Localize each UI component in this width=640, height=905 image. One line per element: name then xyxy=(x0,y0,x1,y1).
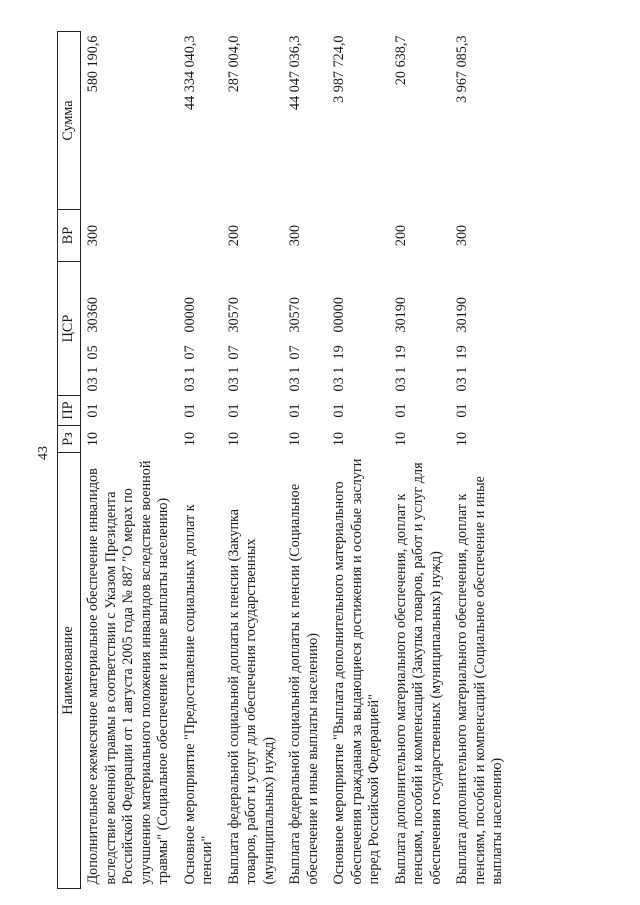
row-csr xyxy=(81,262,178,396)
table-row xyxy=(222,32,284,889)
table-row xyxy=(178,32,222,889)
row-csr xyxy=(450,262,512,396)
table-row xyxy=(450,32,512,889)
row-name: Выплата дополнительного материального обеспечения, доплат к пенсиям, пособий и компенсаций (Закупка товаров, работ и услуг для обеспечения государственных (муниципальных) нужд) xyxy=(392,462,444,885)
table-row xyxy=(389,32,451,889)
csr-part-3: 30190 xyxy=(454,297,470,333)
row-sum: 3 967 085,3 xyxy=(454,35,470,103)
row-pr: 01 xyxy=(225,403,242,418)
csr-part-3: 30360 xyxy=(85,297,101,333)
row-rz: 10 xyxy=(225,431,242,447)
header-name: Наименование xyxy=(58,453,81,889)
row-rz: 10 xyxy=(85,431,101,447)
row-name: Дополнительное ежемесячное материальное обеспечение инвалидов вследствие военной травмы в соответствии с Указом Президента Российской Федерации от 1 августа 2005 года № 887 "О мерах по улучшению материального положения инвалидов вследствие военной травмы" (Социальное обеспечение и иные выплаты населению) xyxy=(85,460,171,885)
row-rz: 10 xyxy=(287,431,303,447)
csr-part-3: 00000 xyxy=(331,297,347,333)
csr-part-2: 07 xyxy=(287,345,303,360)
page-number: 43 xyxy=(36,446,51,460)
header-sum: Сумма xyxy=(58,32,81,210)
csr-part-3: 30190 xyxy=(392,297,409,333)
row-pr: 01 xyxy=(331,403,347,418)
row-vr: 200 xyxy=(392,224,409,247)
csr-part-2: 05 xyxy=(85,345,101,360)
csr-part-1: 03 1 xyxy=(85,366,101,392)
table-header xyxy=(58,32,81,889)
row-sum: 580 190,6 xyxy=(85,35,101,93)
row-pr: 01 xyxy=(392,403,409,418)
row-csr xyxy=(283,262,327,396)
rotated-table-container xyxy=(57,32,617,889)
row-vr: 300 xyxy=(287,224,303,247)
csr-part-2: 19 xyxy=(454,345,470,360)
row-rz: 10 xyxy=(392,431,409,447)
row-sum: 20 638,7 xyxy=(392,35,409,86)
row-csr xyxy=(389,262,451,396)
row-pr: 01 xyxy=(454,403,470,418)
csr-part-1: 03 1 xyxy=(225,366,242,392)
row-name: Выплата федеральной социальной доплаты к пенсии (Закупка товаров, работ и услуг для обеспечения государственных (муниципальных) нужд) xyxy=(225,508,277,885)
row-sum: 44 047 036,3 xyxy=(287,35,303,110)
csr-part-1: 03 1 xyxy=(392,366,409,392)
row-rz: 10 xyxy=(331,431,347,447)
row-name: Выплата дополнительного материального обеспечения, доплат к пенсиям, пособий и компенсаций (Социальное обеспечение и иные выплаты населению) xyxy=(454,476,505,885)
row-csr xyxy=(222,262,284,396)
csr-part-1: 03 1 xyxy=(454,366,470,392)
csr-part-3: 30570 xyxy=(287,297,303,333)
csr-part-1: 03 1 xyxy=(331,366,347,392)
header-row xyxy=(58,32,81,889)
csr-part-3: 30570 xyxy=(225,297,242,333)
row-pr: 01 xyxy=(85,403,101,418)
row-rz: 10 xyxy=(454,431,470,447)
row-name: Выплата федеральной социальной доплаты к пенсии (Социальное обеспечение и иные выплаты населению) xyxy=(287,483,321,885)
row-pr: 01 xyxy=(181,403,198,418)
row-csr xyxy=(327,262,389,396)
row-rz: 10 xyxy=(181,431,198,447)
table-row xyxy=(327,32,389,889)
row-vr xyxy=(178,210,222,262)
header-csr: ЦСР xyxy=(58,262,81,396)
row-vr: 200 xyxy=(225,224,242,247)
row-vr: 300 xyxy=(454,224,470,247)
csr-part-2: 07 xyxy=(225,345,242,360)
csr-part-3: 00000 xyxy=(181,297,198,333)
row-name: Основное мероприятие "Предоставление социальных доплат к пенсии" xyxy=(181,504,215,885)
row-sum: 287 004,0 xyxy=(225,35,242,93)
header-vr: ВР xyxy=(58,210,81,262)
row-sum: 44 334 040,3 xyxy=(181,35,198,110)
table-row xyxy=(283,32,327,889)
row-vr xyxy=(327,210,389,262)
budget-table xyxy=(57,31,512,889)
csr-part-2: 07 xyxy=(181,345,198,360)
csr-part-2: 19 xyxy=(331,345,347,360)
row-vr: 300 xyxy=(85,224,101,247)
csr-part-2: 19 xyxy=(392,345,409,360)
header-rz: Рз xyxy=(58,426,81,453)
header-pr: ПР xyxy=(58,396,81,426)
row-csr xyxy=(178,262,222,396)
table-row xyxy=(81,32,178,889)
csr-part-1: 03 1 xyxy=(181,366,198,392)
table-body xyxy=(81,32,512,889)
row-name: Основное мероприятие "Выплата дополнительного материального обеспечения гражданам за выдающиеся достижения и особые заслуги перед Российской Федерацией" xyxy=(331,458,382,885)
row-pr: 01 xyxy=(287,403,303,418)
csr-part-1: 03 1 xyxy=(287,366,303,392)
row-sum: 3 987 724,0 xyxy=(331,35,347,103)
